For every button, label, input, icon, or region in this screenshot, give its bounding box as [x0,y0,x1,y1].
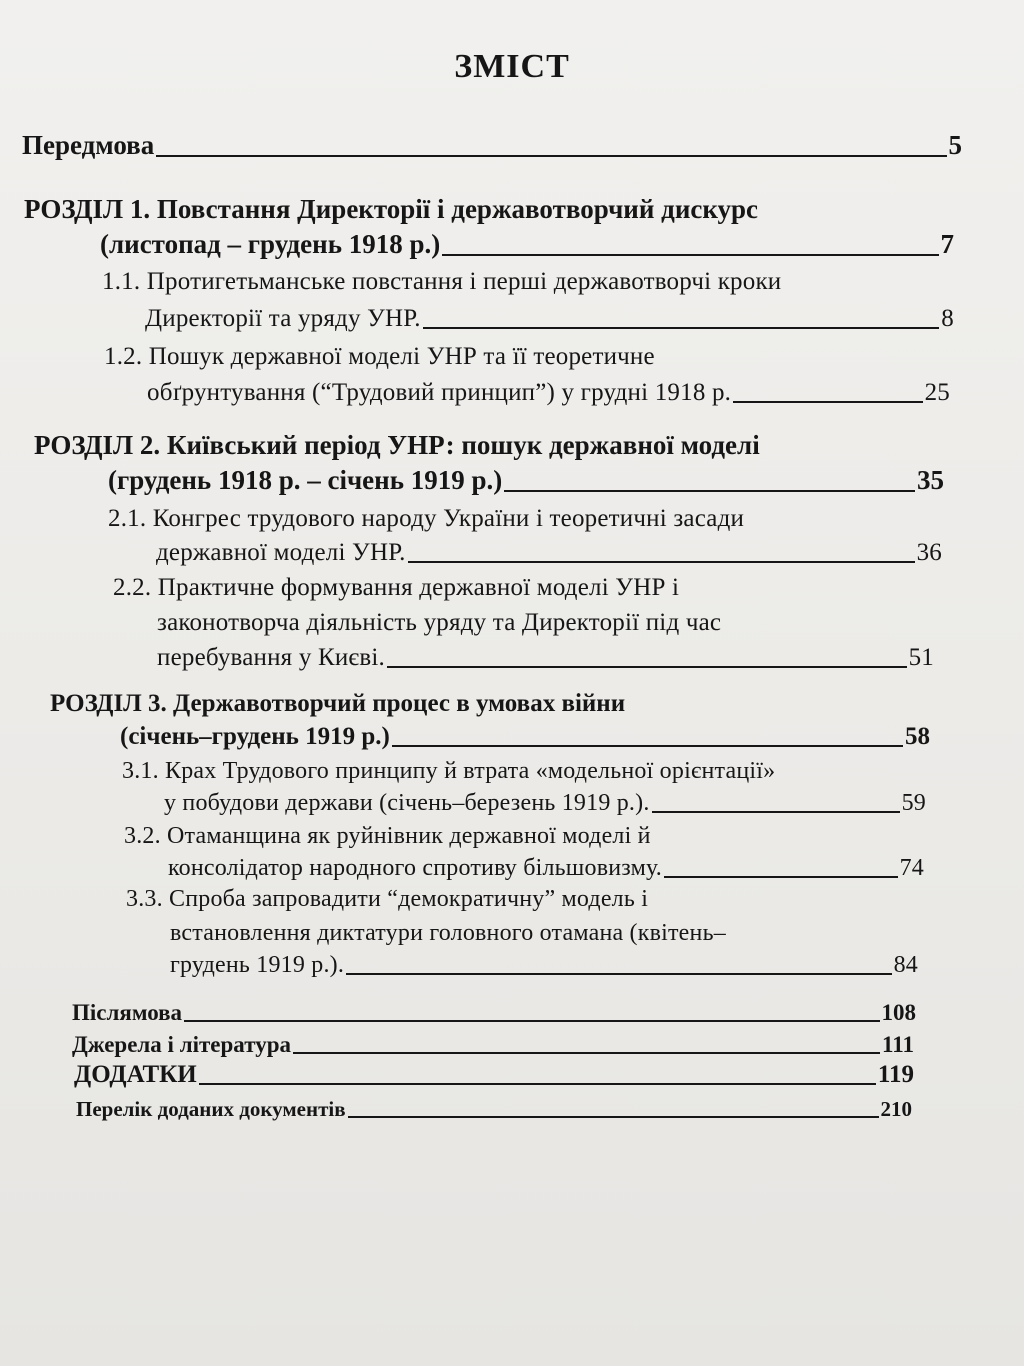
toc-page-number: 36 [916,539,942,566]
leader-line [423,327,940,329]
leader-line [652,811,900,813]
leader-line [348,1116,879,1118]
leader-line [199,1083,876,1085]
toc-entry-label: перебування у Києві. [157,644,385,671]
toc-chapter-2-entry [108,465,944,496]
page-title: ЗМІСТ [454,48,570,85]
toc-page-number: 74 [899,855,924,881]
toc-section-3-3-line2: встановлення диктатури головного отамана (квітень– [170,920,726,946]
toc-chapter-3-entry [120,723,930,751]
toc-page-number: 210 [880,1097,912,1121]
toc-chapter-1-entry [100,229,954,260]
toc-section-3-3-title: 3.3. Спроба запровадити “демократичну” модель і [126,886,649,912]
toc-entry-label: Передмова [22,130,155,160]
toc-section-2-1-title: 2.1. Конгрес трудового народу України і теоретичні засади [108,505,745,532]
toc-entry-afterword [72,1000,916,1026]
toc-page-number: 111 [882,1032,914,1057]
toc-chapter-1-title: РОЗДІЛ 1. Повстання Директорії і державотворчий дискурс [24,194,759,224]
toc-page-number: 108 [881,1000,916,1025]
toc-section-3-2-entry [168,855,924,882]
toc-section-1-2-title: 1.2. Пошук державної моделі УНР та її теоретичне [104,343,655,370]
leader-line [156,155,946,157]
toc-entry-label: Джерела і література [72,1032,291,1057]
toc-page-number: 8 [941,305,954,332]
toc-entry-label: у побудови держави (січень–березень 1919 р.). [164,790,650,816]
toc-entry-label: (грудень 1918 р. – січень 1919 р.) [108,465,503,495]
toc-page-number: 51 [908,644,934,671]
toc-section-1-1-entry [145,305,954,333]
toc-entry-label: (листопад – грудень 1918 р.) [100,229,441,259]
toc-section-3-2-title: 3.2. Отаманщина як руйнівник державної моделі й [124,823,651,849]
toc-entry-document-list [76,1097,912,1122]
toc-entry-label: ДОДАТКИ [74,1061,197,1088]
leader-line [664,876,898,878]
toc-entry-label: Післямова [72,1000,183,1025]
leader-line [346,973,892,975]
toc-section-2-1-entry [156,539,942,567]
toc-section-3-1-entry [164,790,926,817]
toc-page-number: 59 [901,790,926,816]
toc-chapter-3-title: РОЗДІЛ 3. Державотворчий процес в умовах війни [50,690,626,717]
toc-entry-preface [22,130,962,161]
toc-entry-appendices [74,1061,914,1089]
toc-entry-label: Перелік доданих документів [76,1097,346,1121]
toc-page-number: 7 [940,229,954,259]
toc-entry-label: (січень–грудень 1919 р.) [120,723,390,750]
toc-entry-label: грудень 1919 р.). [170,952,345,978]
toc-section-2-2-title: 2.2. Практичне формування державної моделі УНР і [113,574,680,601]
toc-section-1-1-title: 1.1. Протигетьманське повстання і перші державотворчі кроки [102,268,782,295]
toc-page-number: 84 [893,952,918,978]
toc-page-number: 35 [917,465,944,495]
leader-line [504,490,915,492]
leader-line [408,561,915,563]
leader-line [293,1052,880,1054]
toc-section-3-1-title: 3.1. Крах Трудового принципу й втрата «модельної орієнтації» [122,758,776,784]
toc-page-number: 119 [877,1061,914,1088]
leader-line [184,1020,879,1022]
leader-line [392,745,903,747]
toc-section-2-2-entry [157,644,934,672]
toc-chapter-2-title: РОЗДІЛ 2. Київський період УНР: пошук державної моделі [34,430,760,460]
toc-entry-label: консолідатор народного спротиву більшовизму. [168,855,662,881]
toc-entry-label: Директорії та уряду УНР. [145,305,421,332]
toc-entry-label: державної моделі УНР. [156,539,406,566]
leader-line [442,254,938,256]
leader-line [387,666,907,668]
toc-section-2-2-line2: законотворча діяльність уряду та Директорії під час [157,609,722,636]
toc-entry-label: обґрунтування (“Трудовий принцип”) у грудні 1918 р. [147,379,732,406]
toc-page-number: 5 [948,130,962,160]
toc-section-1-2-entry [147,379,950,407]
toc-page-number: 25 [924,379,950,406]
toc-page-number: 58 [905,723,930,750]
toc-entry-sources [72,1032,914,1058]
toc-section-3-3-entry [170,952,918,979]
leader-line [733,401,922,403]
